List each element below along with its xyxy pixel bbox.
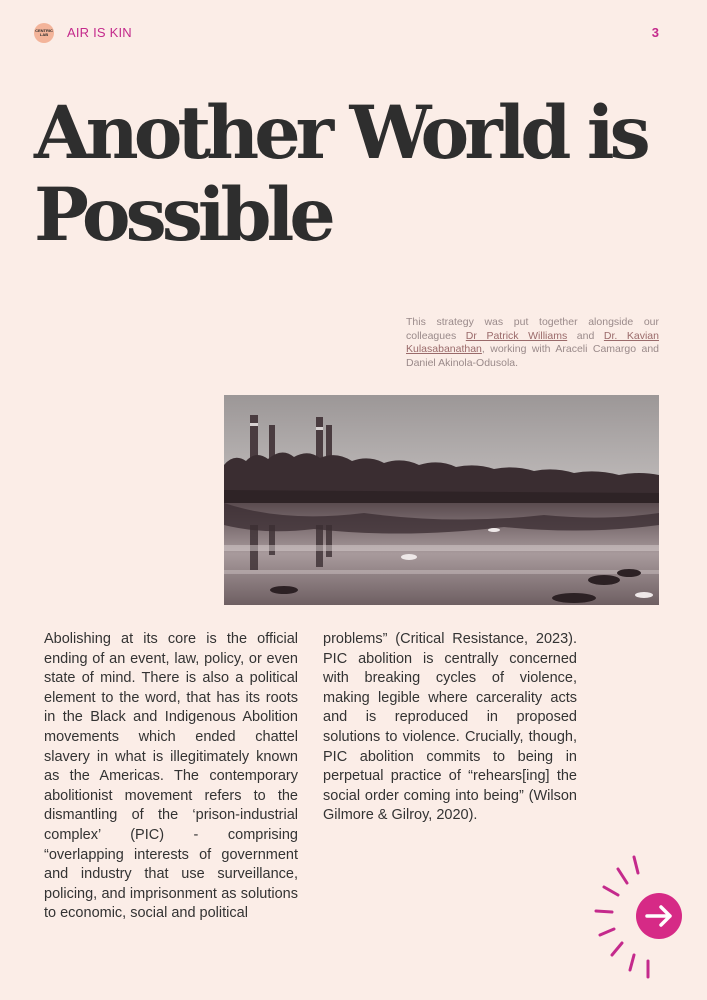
kavian-kulasabanathan-link[interactable]: Dr. Kavian Kulasabanathan — [406, 329, 659, 355]
credit-intro: This strategy was put together alongside our colleagues — [406, 316, 659, 342]
next-page-button[interactable] — [594, 855, 686, 980]
industrial-river-photo — [224, 395, 659, 605]
arrow-right-icon — [636, 893, 682, 939]
patrick-williams-link[interactable]: Dr Patrick Williams — [465, 329, 568, 342]
credit-and: and — [567, 329, 604, 342]
logo-text: CENTRIC LAB — [35, 28, 53, 37]
credit-outro: , working with Araceli Camargo and Daniel Akinola-Odusola. — [406, 343, 659, 369]
credit-note — [406, 316, 659, 370]
body-column-left: Abolishing at its core is the official ending of an event, law, policy, or even state of mind. There is also a political element to the word, that has its roots in the Black and Indigenous Abolition movements which ended chattel slavery in what is illegitimately known as the Americas. The contemporary abolitionist movement refers to the dismantling of the ‘prison-industrial complex’ (PIC) - comprising “overlapping interests of government and industry that use surveillance, policing, and imprisonment as solutions to economic, social and political — [44, 631, 298, 922]
page-title: Another World is Possible — [34, 90, 646, 258]
page-number: 3 — [651, 25, 659, 40]
brand-name: AIR IS KIN — [67, 25, 132, 40]
centric-lab-logo — [34, 23, 54, 43]
body-column-right: problems” (Critical Resistance, 2023). PIC abolition is centrally concerned with breaking cycles of violence, making legible where carcerality acts and is reproduced in proposed solutions to violence. Crucially, though, PIC abolition commits to being in perpetual practice of “rehears[ing] the social order coming into being” (Wilson Gilmore & Gilroy, 2020). — [323, 631, 577, 824]
